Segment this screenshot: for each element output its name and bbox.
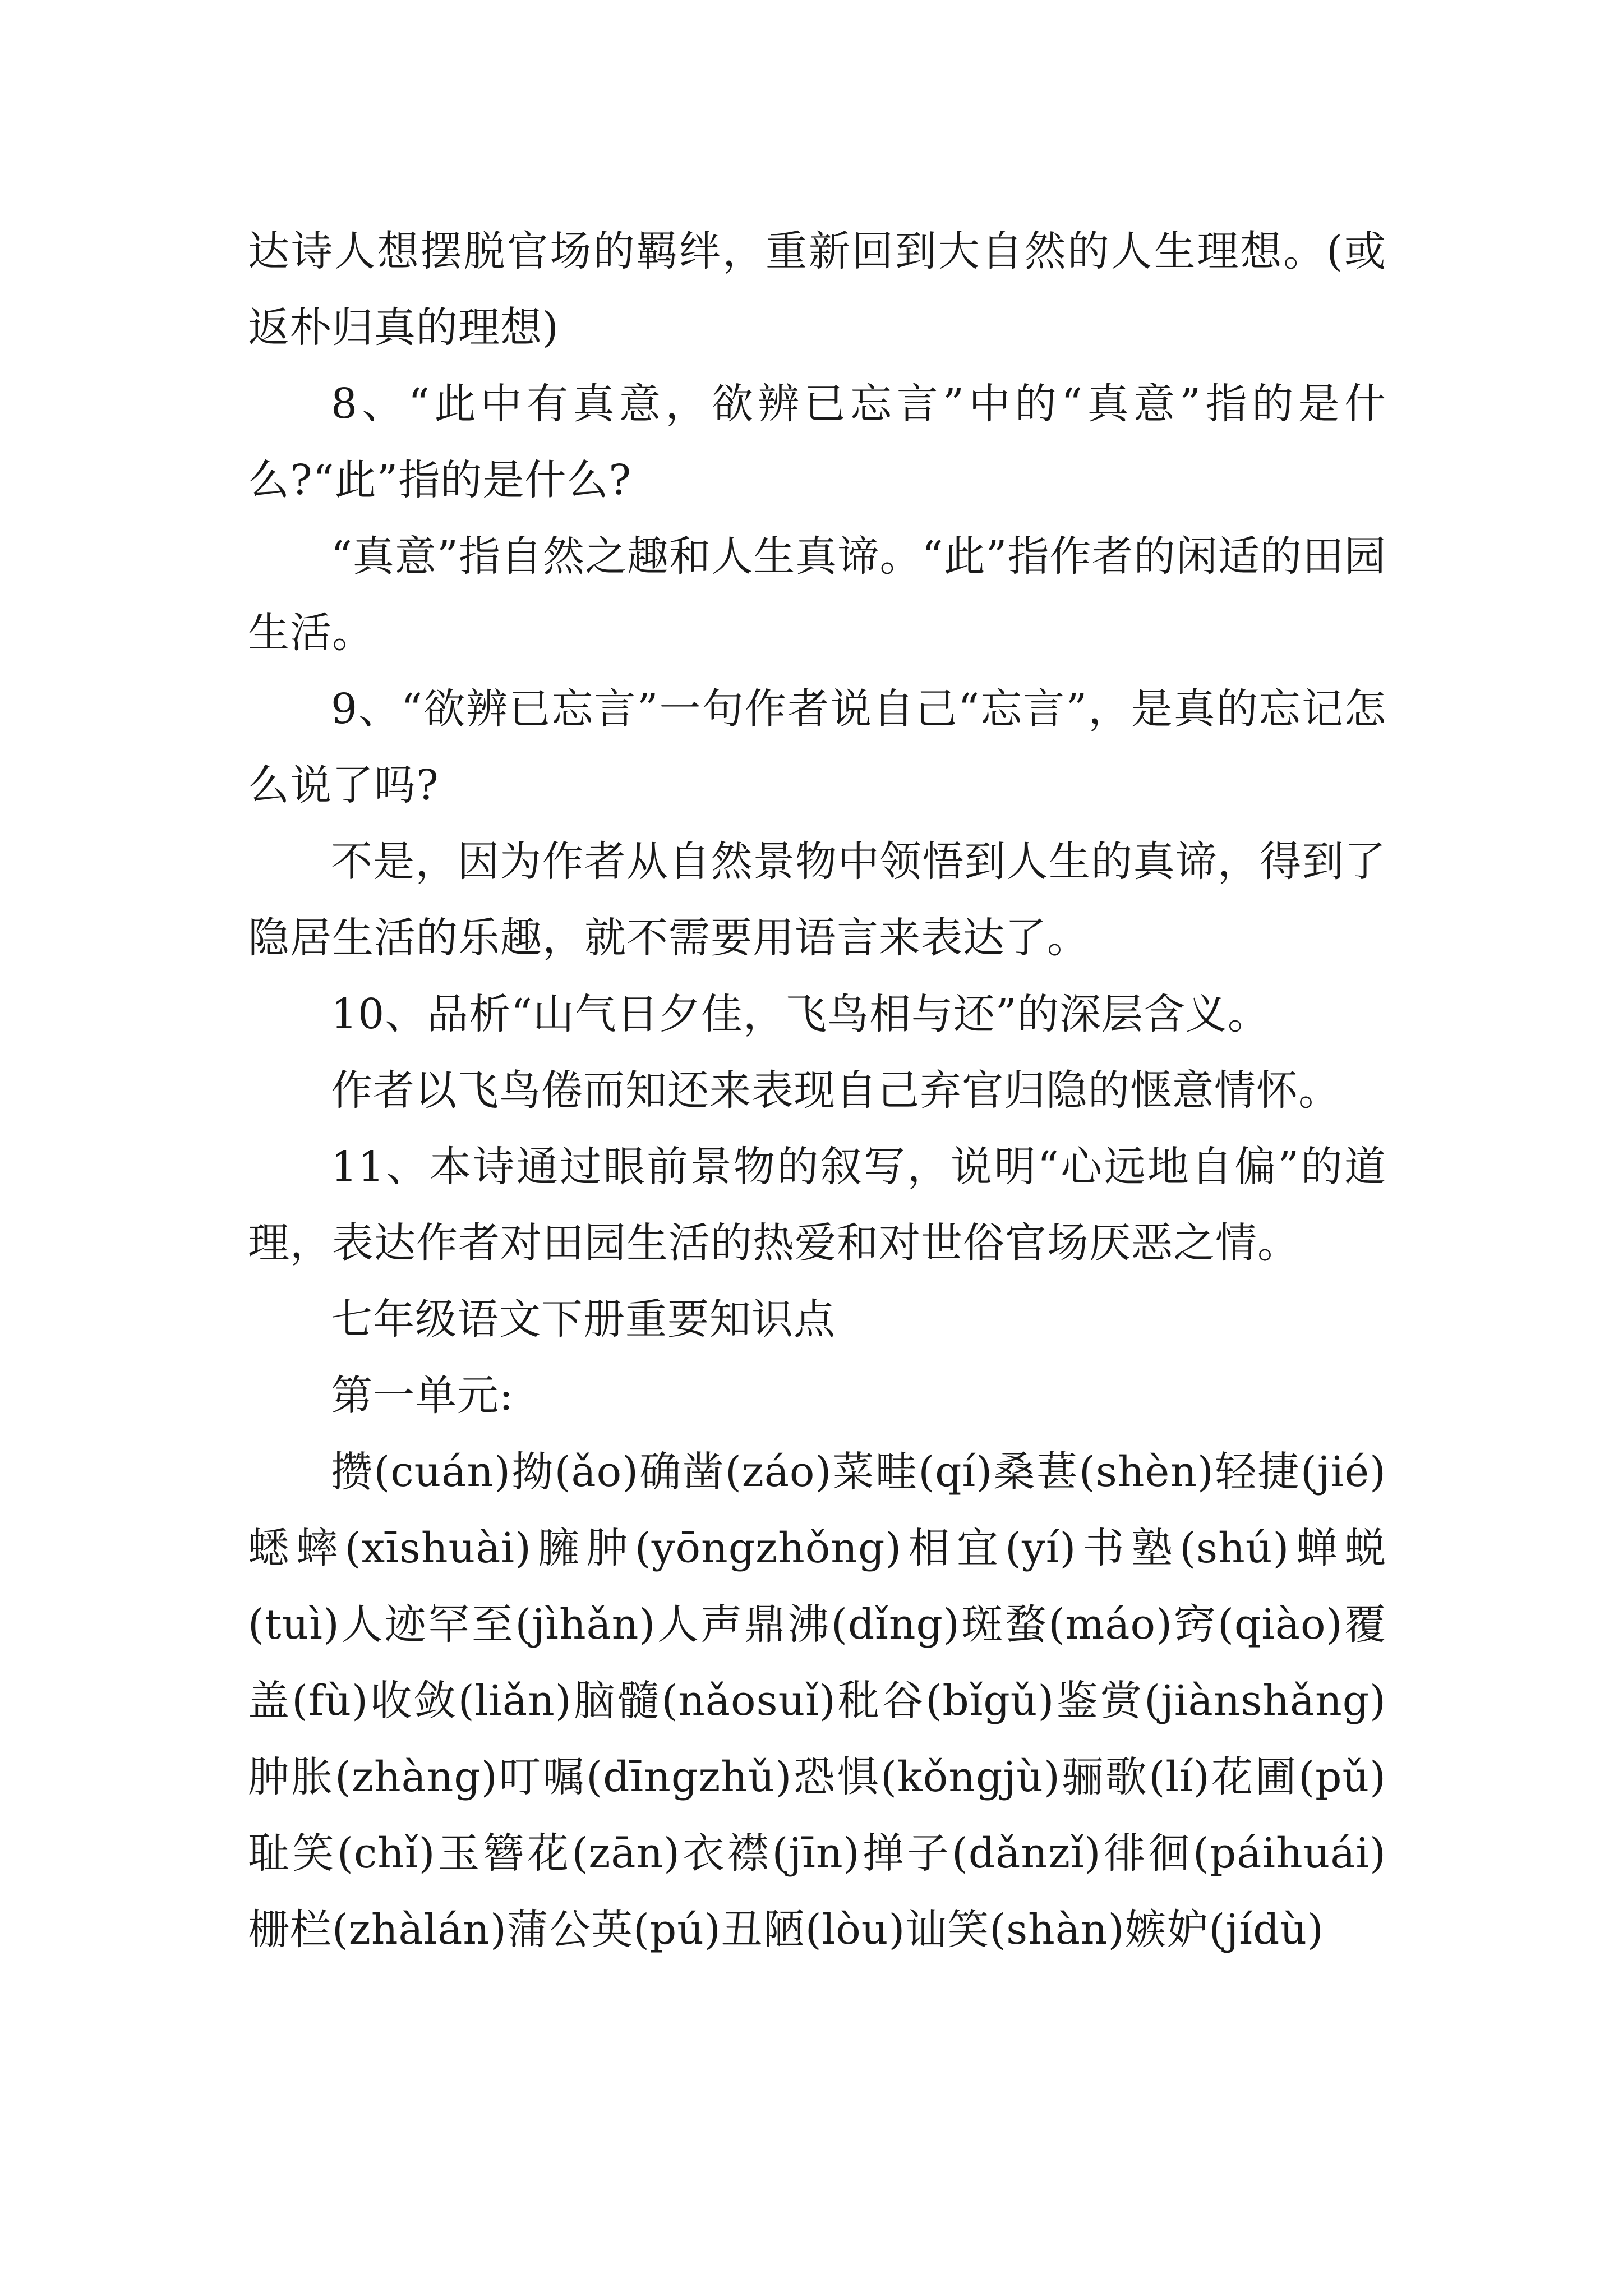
unit-heading: 第一单元: — [331, 1372, 514, 1420]
document-body — [248, 213, 1386, 1968]
answer-9: 不是，因为作者从自然景物中领悟到人生的真谛，得到了隐居生活的乐趣，就不需要用语言来表达了。 — [248, 838, 1386, 962]
answer-10: 作者以飞鸟倦而知还来表现自己弃官归隐的惬意情怀。 — [331, 1066, 1340, 1115]
item-11: 11、本诗通过眼前景物的叙写，说明“心远地自偏”的道理，表达作者对田园生活的热爱和对世俗官场厌恶之情。 — [248, 1143, 1386, 1267]
question-8: 8、“此中有真意，欲辨已忘言”中的“真意”指的是什么?“此”指的是什么? — [248, 380, 1386, 504]
answer-8: “真意”指自然之趣和人生真谛。“此”指作者的闲适的田园生活。 — [248, 532, 1386, 657]
question-10: 10、品析“山气日夕佳，飞鸟相与还”的深层含义。 — [331, 990, 1270, 1038]
question-9: 9、“欲辨已忘言”一句作者说自己“忘言”，是真的忘记怎么说了吗? — [248, 685, 1386, 809]
vocabulary-list: 攒(cuán)拗(ǎo)确凿(záo)菜畦(qí)桑葚(shèn)轻捷(jié)蟋蟀(xīshuài)臃肿(yōngzhǒng)相宜(yí)书塾(shú)蝉蜕(tuì)人迹罕至(jìhǎn)人声鼎沸(dǐng)斑蝥(máo)窍(qiào)覆盖(fù)收敛(liǎn)脑髓(nǎosuǐ)秕谷(bǐgǔ)鉴赏(jiànshǎng)肿胀(zhàng)叮嘱(dīngzhǔ)恐惧(kǒngjù)骊歌(lí)花圃(pǔ)耻笑(chǐ)玉簪花(zān)衣襟(jīn)掸子(dǎnzǐ)徘徊(páihuái)栅栏(zhàlán)蒲公英(pú)丑陋(lòu)讪笑(shàn)嫉妒(jídù) — [248, 1448, 1386, 1954]
section-title: 七年级语文下册重要知识点 — [331, 1295, 836, 1343]
paragraph-1: 达诗人想摆脱官场的羁绊，重新回到大自然的人生理想。(或返朴归真的理想) — [248, 227, 1386, 352]
